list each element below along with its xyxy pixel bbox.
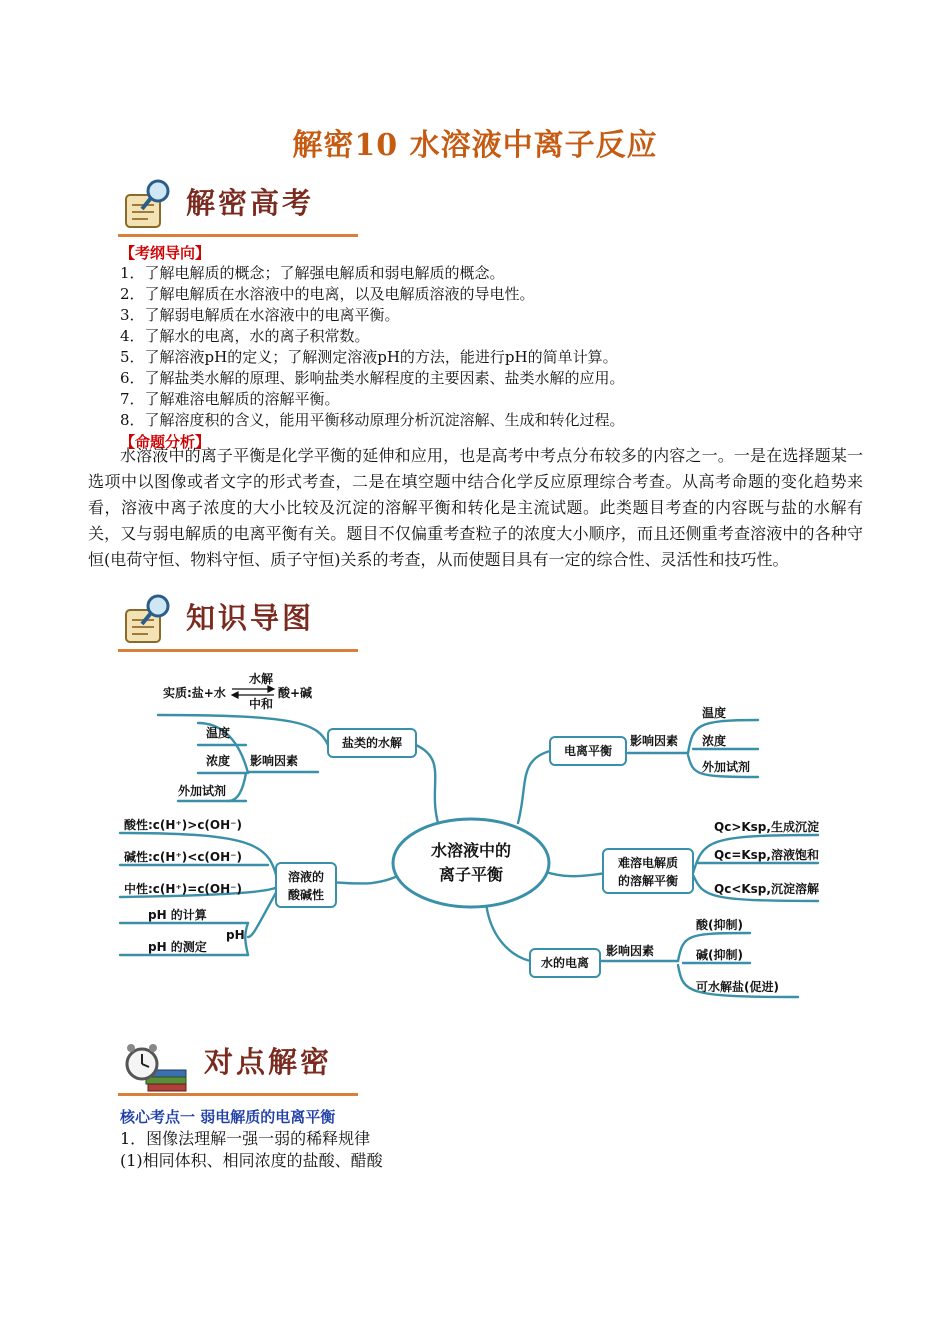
ionization-label: 电离平衡 [563, 744, 613, 758]
acidity-item: 中性:c(H⁺)=c(OH⁻) [124, 882, 242, 896]
water-item: 碱(抑制) [696, 948, 743, 962]
banner-targeted [118, 1036, 358, 1096]
mind-map [118, 665, 824, 1020]
analysis-paragraph: 水溶液中的离子平衡是化学平衡的延伸和应用，也是高考中考点分布较多的内容之一。一是在选择题某一选项中以图像或者文字的形式考查，二是在填空题中结合化学反应原理综合考查。从高考命题的变化趋势来看，溶液中离子浓度的大小比较及沉淀的溶解平衡和转化是主流试题。此类题目考查的内容既与盐的水解有关，又与弱电解质的电离平衡有关。题目不仅偏重考查粒子的浓度大小顺序，而且还侧重考查溶液中的各种守恒(电荷守恒、物料守恒、质子守恒)关系的考查，从而使题目具有一定的综合性、灵活性和技巧性。 [88, 446, 863, 569]
ionization-item: 温度 [702, 706, 727, 720]
dissolution-item: Qc=Ksp,溶液饱和 [714, 848, 819, 862]
banner-title: 解密高考 [186, 186, 315, 220]
outline-item: 8．了解溶度积的含义，能用平衡移动原理分析沉淀溶解、生成和转化过程。 [120, 411, 625, 429]
core-line: 1．图像法理解一强一弱的稀释规律 [120, 1129, 371, 1148]
center-line-2: 离子平衡 [438, 865, 504, 884]
page-title: 解密10 水溶液中离子反应 [292, 128, 658, 163]
essence-pre: 实质:盐+水 [163, 686, 226, 700]
banner-exam [118, 177, 358, 237]
center-line-1: 水溶液中的 [430, 841, 512, 860]
dissolution-label-2: 的溶解平衡 [617, 874, 679, 888]
acidity-label-2: 酸碱性 [287, 888, 325, 902]
arrow-top-label: 水解 [249, 672, 274, 686]
outline-item: 3．了解弱电解质在水溶液中的电离平衡。 [120, 306, 400, 324]
water-factors: 影响因素 [606, 944, 655, 958]
acidity-label-1: 溶液的 [287, 870, 325, 884]
outline-item: 2．了解电解质在水溶液中的电离，以及电解质溶液的导电性。 [120, 285, 535, 303]
water-item: 酸(抑制) [696, 918, 743, 932]
outline-item: 6．了解盐类水解的原理、影响盐类水解程度的主要因素、盐类水解的应用。 [120, 369, 625, 387]
outline-item: 4．了解水的电离，水的离子积常数。 [120, 327, 370, 345]
hydrolysis-item: 温度 [206, 726, 231, 740]
acidity-item: 酸性:c(H⁺)>c(OH⁻) [124, 818, 242, 832]
ph-item: pH 的计算 [148, 908, 207, 922]
outline-label: 【考纲导向】 [120, 244, 211, 262]
ph-item: pH 的测定 [148, 940, 207, 954]
dissolution-label-1: 难溶电解质 [617, 856, 679, 870]
hydrolysis-factors: 影响因素 [250, 754, 299, 768]
water-item: 可水解盐(促进) [696, 980, 779, 994]
banner-rule [118, 234, 358, 237]
dissolution-item: Qc>Ksp,生成沉淀 [714, 820, 819, 834]
water-label: 水的电离 [540, 956, 590, 970]
notepad-magnifier-icon [118, 177, 180, 235]
outline-item: 1．了解电解质的概念；了解强电解质和弱电解质的概念。 [120, 264, 505, 282]
core-line: (1)相同体积、相同浓度的盐酸、醋酸 [120, 1151, 383, 1170]
ionization-item: 浓度 [702, 734, 727, 748]
ionization-factors: 影响因素 [630, 734, 679, 748]
outline-item: 5．了解溶液pH的定义；了解测定溶液pH的方法，能进行pH的简单计算。 [120, 348, 618, 366]
banner-rule [118, 649, 358, 652]
arrow-bottom-label: 中和 [249, 697, 274, 711]
banner-knowledge-map [118, 592, 358, 652]
center-node [393, 819, 549, 907]
alarm-clock-books-icon [122, 1036, 188, 1094]
banner-title: 对点解密 [204, 1045, 333, 1079]
core-heading: 核心考点一 弱电解质的电离平衡 [120, 1108, 336, 1126]
hydrolysis-item: 外加试剂 [178, 784, 227, 798]
hydrolysis-label: 盐类的水解 [341, 736, 403, 750]
notepad-magnifier-icon [118, 592, 180, 650]
acidity-item: 碱性:c(H⁺)<c(OH⁻) [124, 850, 242, 864]
essence-post: 酸+碱 [278, 686, 313, 700]
banner-title: 知识导图 [186, 601, 315, 635]
analysis-label: 【命题分析】 [120, 433, 211, 451]
dissolution-item: Qc<Ksp,沉淀溶解 [714, 882, 819, 896]
ph-label: pH [226, 928, 245, 942]
hydrolysis-item: 浓度 [206, 754, 231, 768]
outline-item: 7．了解难溶电解质的溶解平衡。 [120, 390, 340, 408]
ionization-item: 外加试剂 [702, 760, 751, 774]
banner-rule [118, 1093, 358, 1096]
